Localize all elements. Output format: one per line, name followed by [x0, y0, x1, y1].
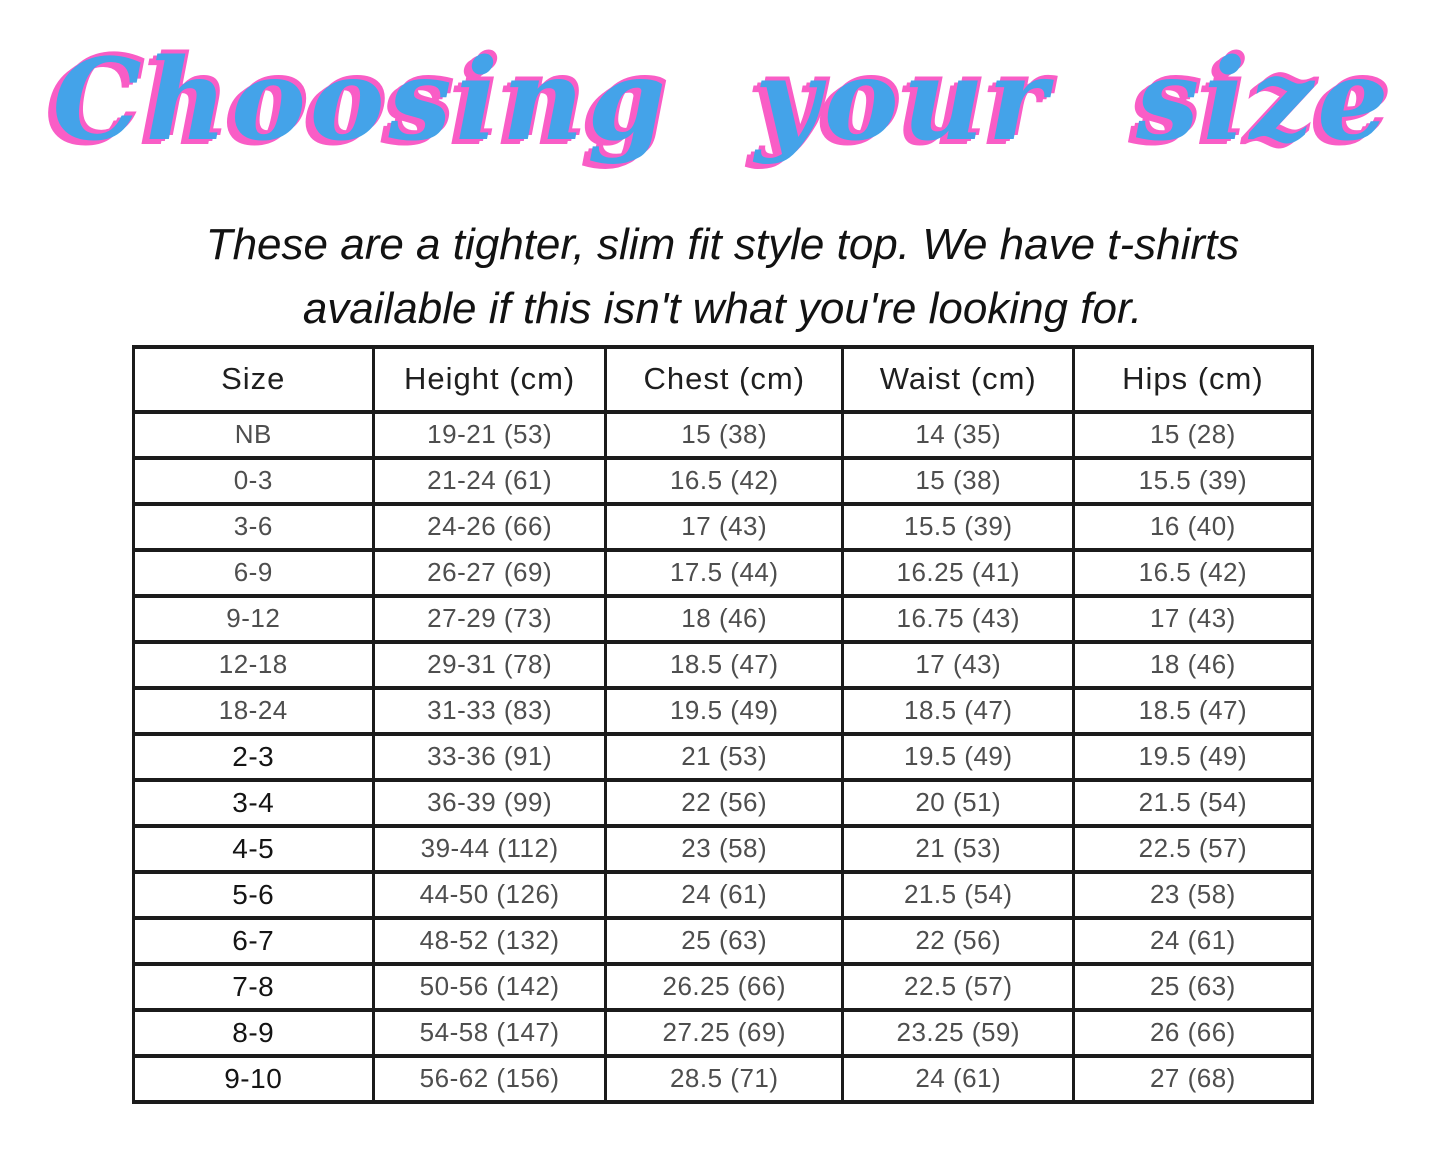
- size-cell: 8-9: [133, 1010, 374, 1056]
- column-header-hips: Hips (cm): [1074, 347, 1312, 412]
- size-chart-table: [132, 345, 1314, 1104]
- measurement-cell: 19-21 (53): [374, 412, 606, 458]
- measurement-cell: 19.5 (49): [606, 688, 843, 734]
- measurement-cell: 21.5 (54): [843, 872, 1074, 918]
- measurement-cell: 18.5 (47): [606, 642, 843, 688]
- measurement-cell: 16.5 (42): [1074, 550, 1312, 596]
- size-table-body: [133, 412, 1312, 1102]
- measurement-cell: 15 (38): [606, 412, 843, 458]
- size-cell: 18-24: [133, 688, 374, 734]
- column-header-chest: Chest (cm): [606, 347, 843, 412]
- table-row: [133, 504, 1312, 550]
- measurement-cell: 28.5 (71): [606, 1056, 843, 1102]
- size-cell: 5-6: [133, 872, 374, 918]
- measurement-cell: 27.25 (69): [606, 1010, 843, 1056]
- measurement-cell: 16 (40): [1074, 504, 1312, 550]
- measurement-cell: 22.5 (57): [1074, 826, 1312, 872]
- measurement-cell: 21.5 (54): [1074, 780, 1312, 826]
- measurement-cell: 22 (56): [606, 780, 843, 826]
- measurement-cell: 21-24 (61): [374, 458, 606, 504]
- measurement-cell: 21 (53): [843, 826, 1074, 872]
- table-row: [133, 596, 1312, 642]
- measurement-cell: 20 (51): [843, 780, 1074, 826]
- subtitle-line-2: available if this isn't what you're looking for.: [302, 283, 1143, 333]
- measurement-cell: 25 (63): [1074, 964, 1312, 1010]
- measurement-cell: 24-26 (66): [374, 504, 606, 550]
- measurement-cell: 17 (43): [606, 504, 843, 550]
- measurement-cell: 29-31 (78): [374, 642, 606, 688]
- measurement-cell: 15 (28): [1074, 412, 1312, 458]
- measurement-cell: 22 (56): [843, 918, 1074, 964]
- table-row: [133, 780, 1312, 826]
- measurement-cell: 17 (43): [843, 642, 1074, 688]
- measurement-cell: 16.75 (43): [843, 596, 1074, 642]
- size-cell: 6-7: [133, 918, 374, 964]
- size-cell: 12-18: [133, 642, 374, 688]
- size-cell: 7-8: [133, 964, 374, 1010]
- measurement-cell: 24 (61): [843, 1056, 1074, 1102]
- table-row: [133, 550, 1312, 596]
- measurement-cell: 23.25 (59): [843, 1010, 1074, 1056]
- size-cell: 3-4: [133, 780, 374, 826]
- size-chart-header: [133, 347, 1312, 412]
- subtitle: [0, 213, 1445, 341]
- measurement-cell: 24 (61): [606, 872, 843, 918]
- measurement-cell: 15 (38): [843, 458, 1074, 504]
- column-header-height: Height (cm): [374, 347, 606, 412]
- table-row: [133, 458, 1312, 504]
- table-row: [133, 412, 1312, 458]
- measurement-cell: 26 (66): [1074, 1010, 1312, 1056]
- measurement-cell: 14 (35): [843, 412, 1074, 458]
- column-header-size: Size: [133, 347, 374, 412]
- table-row: [133, 1056, 1312, 1102]
- header-row: [133, 347, 1312, 412]
- measurement-cell: 27 (68): [1074, 1056, 1312, 1102]
- measurement-cell: 31-33 (83): [374, 688, 606, 734]
- table-row: [133, 688, 1312, 734]
- measurement-cell: 18.5 (47): [1074, 688, 1312, 734]
- measurement-cell: 44-50 (126): [374, 872, 606, 918]
- measurement-cell: 18 (46): [606, 596, 843, 642]
- measurement-cell: 54-58 (147): [374, 1010, 606, 1056]
- page-title: Choosing your size: [52, 35, 1393, 166]
- size-cell: 9-12: [133, 596, 374, 642]
- size-cell: 4-5: [133, 826, 374, 872]
- measurement-cell: 26-27 (69): [374, 550, 606, 596]
- table-row: [133, 918, 1312, 964]
- subtitle-line-1: These are a tighter, slim fit style top. We have t-shirts: [205, 220, 1240, 269]
- table-row: [133, 872, 1312, 918]
- measurement-cell: 24 (61): [1074, 918, 1312, 964]
- measurement-cell: 48-52 (132): [374, 918, 606, 964]
- measurement-cell: 18.5 (47): [843, 688, 1074, 734]
- measurement-cell: 36-39 (99): [374, 780, 606, 826]
- measurement-cell: 26.25 (66): [606, 964, 843, 1010]
- measurement-cell: 21 (53): [606, 734, 843, 780]
- measurement-cell: 22.5 (57): [843, 964, 1074, 1010]
- table-row: [133, 642, 1312, 688]
- measurement-cell: 16.25 (41): [843, 550, 1074, 596]
- measurement-cell: 15.5 (39): [843, 504, 1074, 550]
- measurement-cell: 56-62 (156): [374, 1056, 606, 1102]
- column-header-waist: Waist (cm): [843, 347, 1074, 412]
- measurement-cell: 16.5 (42): [606, 458, 843, 504]
- measurement-cell: 18 (46): [1074, 642, 1312, 688]
- measurement-cell: 23 (58): [1074, 872, 1312, 918]
- size-cell: NB: [133, 412, 374, 458]
- table-row: [133, 826, 1312, 872]
- measurement-cell: 39-44 (112): [374, 826, 606, 872]
- size-cell: 9-10: [133, 1056, 374, 1102]
- size-cell: 3-6: [133, 504, 374, 550]
- measurement-cell: 19.5 (49): [843, 734, 1074, 780]
- measurement-cell: 17 (43): [1074, 596, 1312, 642]
- size-cell: 0-3: [133, 458, 374, 504]
- measurement-cell: 15.5 (39): [1074, 458, 1312, 504]
- measurement-cell: 23 (58): [606, 826, 843, 872]
- measurement-cell: 33-36 (91): [374, 734, 606, 780]
- table-row: [133, 734, 1312, 780]
- measurement-cell: 25 (63): [606, 918, 843, 964]
- size-cell: 6-9: [133, 550, 374, 596]
- table-row: [133, 964, 1312, 1010]
- measurement-cell: 19.5 (49): [1074, 734, 1312, 780]
- measurement-cell: 27-29 (73): [374, 596, 606, 642]
- table-row: [133, 1010, 1312, 1056]
- size-cell: 2-3: [133, 734, 374, 780]
- measurement-cell: 17.5 (44): [606, 550, 843, 596]
- measurement-cell: 50-56 (142): [374, 964, 606, 1010]
